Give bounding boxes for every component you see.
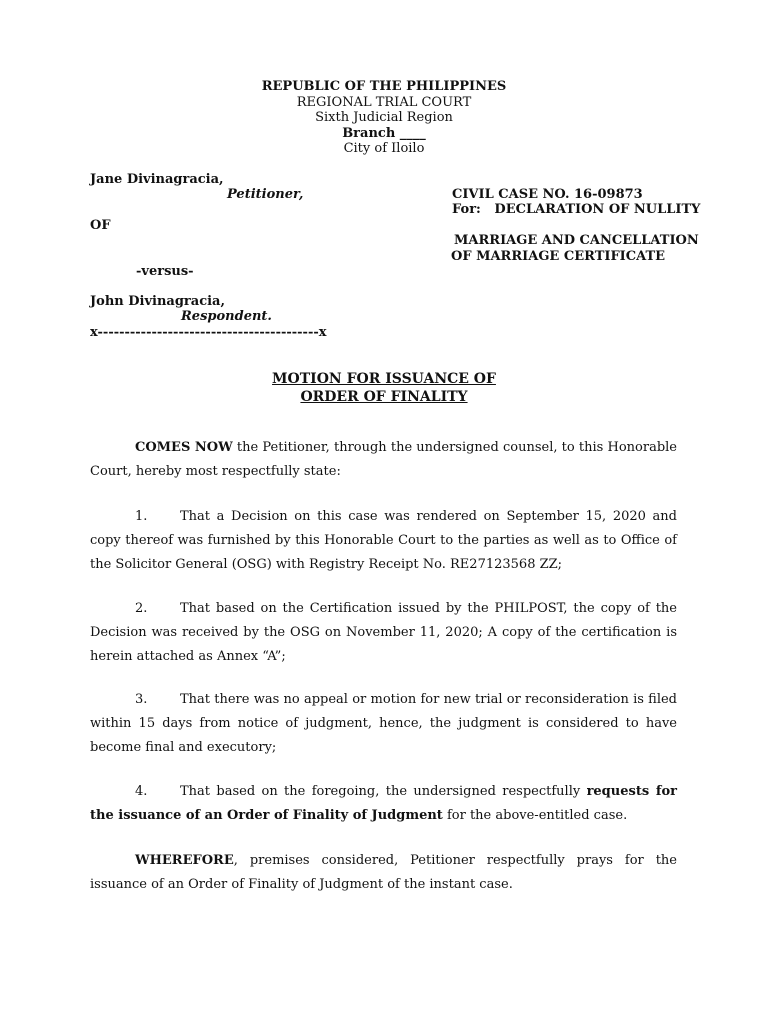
motion-title-line2: ORDER OF FINALITY	[300, 389, 468, 405]
respondent-name: John Divinagracia,	[90, 294, 225, 309]
header-republic: REPUBLIC OF THE PHILIPPINES	[261, 79, 507, 94]
header-branch: Branch ____	[342, 126, 426, 141]
respondent-role: Respondent.	[181, 309, 272, 324]
case-nature-line3: OF MARRIAGE CERTIFICATE	[451, 249, 666, 264]
header-court: REGIONAL TRIAL COURT	[296, 95, 472, 110]
motion-title-line1: MOTION FOR ISSUANCE OF	[272, 371, 496, 387]
case-number: CIVIL CASE NO. 16-09873	[452, 187, 643, 202]
caption-versus: -versus-	[136, 264, 194, 279]
paragraph-1: 1. That a Decision on this case was rendered on September 15, 2020 and copy thereof was furnished by this Honorable Court to the parties as well as to Office of the Solicitor General (OSG) with Registry Receipt No. RE27123568 ZZ;	[90, 509, 677, 572]
intro-paragraph: COMES NOW the Petitioner, through the undersigned counsel, to this Honorable Court, hereby most respectfully state:	[90, 440, 677, 479]
paragraph-4: 4. That based on the foregoing, the undersigned respectfully requests for the issuance of an Order of Finality of Judgment for the above-entitled case.	[90, 784, 678, 823]
paragraph-3: 3. That there was no appeal or motion for new trial or reconsideration is filed within 15 days from notice of judgment, hence, the judgment is considered to have become final and executory;	[90, 692, 677, 755]
case-nature: For: DECLARATION OF NULLITY	[452, 202, 701, 217]
petitioner-role: Petitioner,	[227, 187, 304, 202]
paragraph-2: 2. That based on the Certification issued by the PHILPOST, the copy of the Decision was received by the OSG on November 11, 2020; A copy of the certification is herein attached as Annex “A”;	[90, 601, 677, 664]
header-city: City of Iloilo	[343, 141, 425, 156]
case-nature-line2: MARRIAGE AND CANCELLATION	[454, 233, 699, 248]
header-region: Sixth Judicial Region	[315, 110, 453, 125]
caption-divider: x-----------------------------------------x	[90, 325, 327, 340]
wherefore-paragraph: WHEREFORE, premises considered, Petitioner respectfully prays for the issuance of an Order of Finality of Judgment of the instant case.	[90, 853, 677, 892]
petitioner-name: Jane Divinagracia,	[90, 172, 224, 187]
caption-of: OF	[90, 218, 111, 233]
